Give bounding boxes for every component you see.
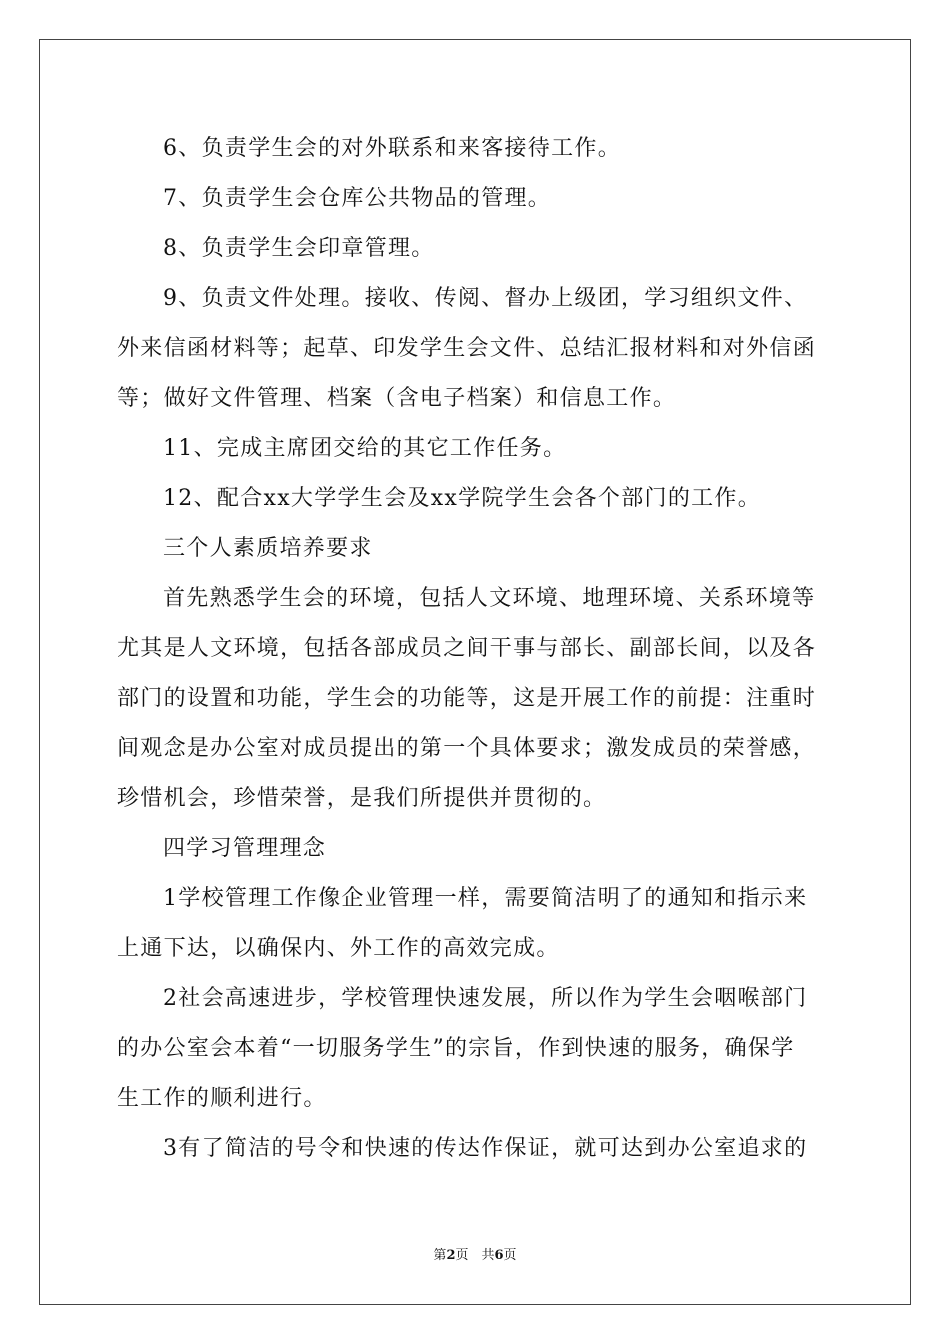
paragraph-line: 生工作的顺利进行。: [117, 1086, 327, 1111]
paragraph-line: 部门的设置和功能，学生会的功能等，这是开展工作的前提：注重时: [117, 686, 817, 711]
footer-mid: 页 共: [455, 1248, 495, 1263]
paragraph-line: 外来信函材料等；起草、印发学生会文件、总结汇报材料和对外信函: [117, 336, 817, 361]
paragraph-line: 间观念是办公室对成员提出的第一个具体要求；激发成员的荣誉感，: [117, 736, 817, 761]
paragraph-line: 8、负责学生会印章管理。: [163, 236, 435, 261]
paragraph-line: 11、完成主席团交给的其它工作任务。: [163, 436, 567, 461]
paragraph-line: 1学校管理工作像企业管理一样，需要简洁明了的通知和指示来: [163, 886, 808, 911]
paragraph-line: 首先熟悉学生会的环境，包括人文环境、地理环境、关系环境等: [163, 586, 816, 611]
paragraph-line: 12、配合xx大学学生会及xx学院学生会各个部门的工作。: [163, 486, 762, 511]
paragraph-line: 3有了简洁的号令和快速的传达作保证，就可达到办公室追求的: [163, 1136, 808, 1161]
paragraph-line: 9、负责文件处理。接收、传阅、督办上级团，学习组织文件、: [163, 286, 808, 311]
paragraph-line: 6、负责学生会的对外联系和来客接待工作。: [163, 136, 621, 161]
paragraph-line: 尤其是人文环境，包括各部成员之间干事与部长、副部长间，以及各: [117, 636, 817, 661]
paragraph-line: 2社会高速进步，学校管理快速发展，所以作为学生会咽喉部门: [163, 986, 808, 1011]
paragraph-line: 7、负责学生会仓库公共物品的管理。: [163, 186, 552, 211]
paragraph-line: 的办公室会本着“一切服务学生”的宗旨，作到快速的服务，确保学: [117, 1036, 795, 1061]
footer-page-number: 2: [446, 1248, 456, 1263]
footer-suffix: 页: [503, 1248, 517, 1263]
footer-total-pages: 6: [494, 1248, 504, 1263]
page-footer: [0, 1248, 950, 1264]
section-heading: 三个人素质培养要求: [163, 536, 373, 561]
paragraph-line: 等；做好文件管理、档案（含电子档案）和信息工作。: [117, 386, 677, 411]
footer-prefix: 第: [433, 1248, 447, 1263]
page-border: [39, 39, 911, 1305]
paragraph-line: 珍惜机会，珍惜荣誉，是我们所提供并贯彻的。: [117, 786, 607, 811]
paragraph-line: 上通下达，以确保内、外工作的高效完成。: [117, 936, 560, 961]
section-heading: 四学习管理理念: [163, 836, 327, 861]
